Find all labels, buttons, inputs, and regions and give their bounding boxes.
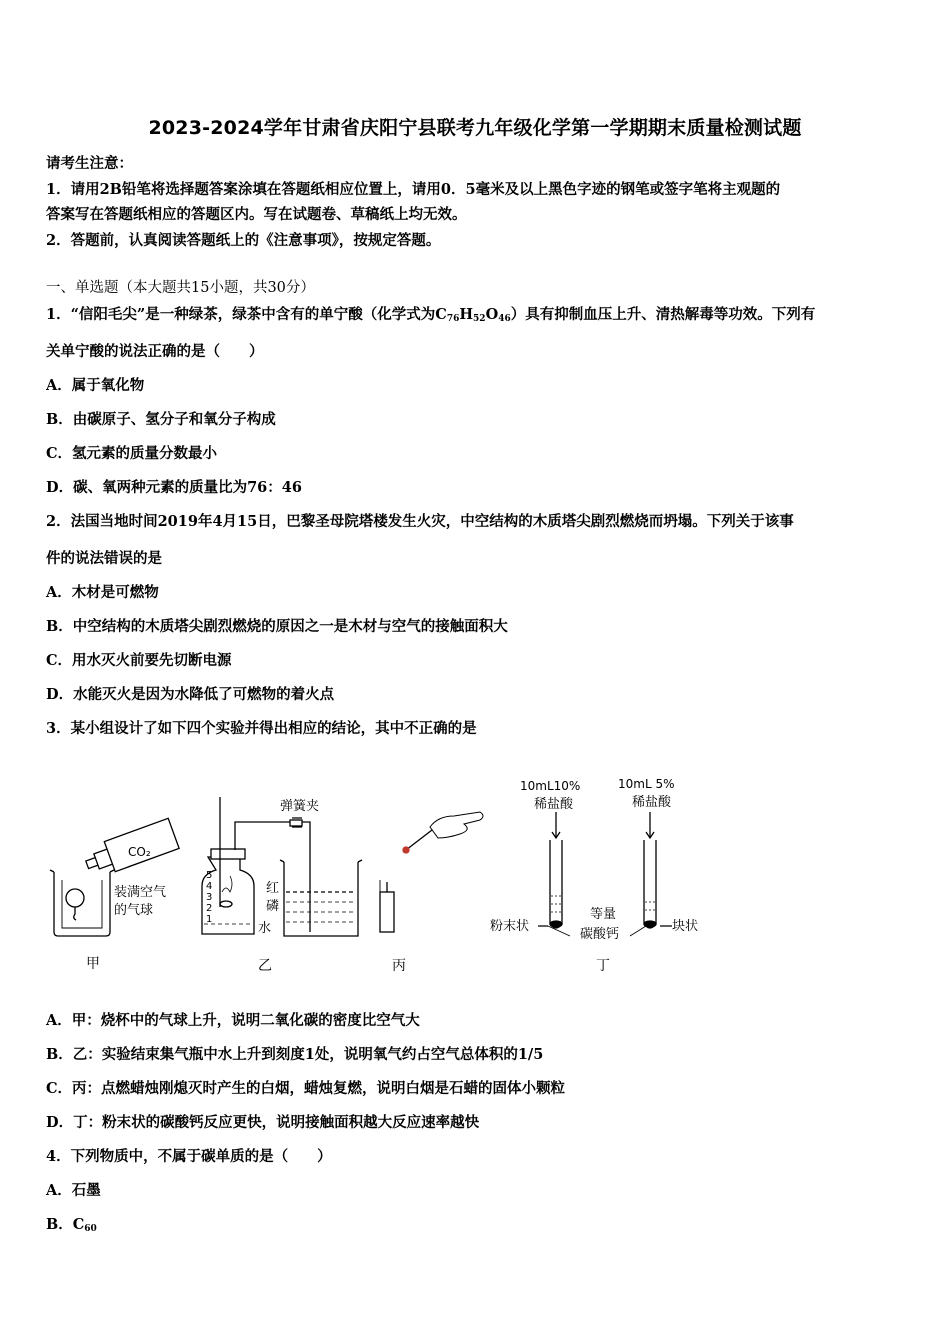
phosphorus-label-1: 红 (266, 881, 280, 896)
section-heading: 一、单选题（本大题共15小题，共30分） (46, 280, 315, 296)
block-label: 块状 (672, 919, 699, 934)
q4-stem: 4．下列物质中，不属于碳单质的是（ ） (46, 1148, 332, 1165)
label-ding: 丁 (596, 958, 610, 974)
q2-option-d: D．水能灭火是因为水降低了可燃物的着火点 (46, 686, 335, 703)
balloon (66, 889, 84, 907)
balloon-label-2: 的气球 (114, 903, 154, 918)
hand (430, 812, 483, 838)
q3-option-d: D．丁：粉末状的碳酸钙反应更快，说明接触面积越大反应速率越快 (46, 1114, 480, 1131)
test-tube-2 (644, 840, 656, 928)
q1-option-d: D．碳、氧两种元素的质量比为76：46 (46, 479, 302, 496)
q1-stem-line1: 1．“信阳毛尖”是一种绿茶，绿茶中含有的单宁酸（化学式为$C_{76}H_{52}O_{46}$）具有抑制血压上升、清热解毒等功效。下列有 (46, 306, 816, 324)
label-yi: 乙 (258, 958, 272, 974)
clamp-label: 弹簧夹 (280, 799, 320, 814)
label-jia: 甲 (86, 956, 100, 972)
co2-label: CO₂ (128, 845, 151, 859)
scale-mark-4: 4 (206, 881, 213, 892)
q4-option-a: A．石墨 (46, 1182, 101, 1199)
scale-mark-1: 1 (206, 914, 213, 925)
test-tube-1 (550, 840, 562, 928)
q1-option-c: C．氢元素的质量分数最小 (46, 445, 218, 462)
page-title: 2023-2024学年甘肃省庆阳宁县联考九年级化学第一学期期末质量检测试题 (148, 117, 802, 139)
q4-option-b: B．$C_{60}$ (46, 1216, 97, 1234)
acid2-concentration: 10mL 5% (618, 777, 675, 791)
scale-mark-5: 5 (206, 870, 213, 881)
acid2-label: 稀盐酸 (632, 795, 672, 810)
balloon-label-1: 装满空气 (114, 885, 167, 900)
q2-option-c: C．用水灭火前要先切断电源 (46, 652, 232, 669)
scale-mark-3: 3 (206, 892, 213, 903)
q1-option-b: B．由碳原子、氢分子和氧分子构成 (46, 411, 276, 428)
q2-stem-line1: 2．法国当地时间2019年4月15日，巴黎圣母院塔楼发生火灾，中空结构的木质塔尖剧烈燃烧而坍塌。下列关于该事 (46, 513, 794, 530)
q1-option-a: A．属于氧化物 (46, 377, 145, 394)
q2-option-a: A．木材是可燃物 (46, 584, 159, 601)
label-bing: 丙 (392, 958, 406, 974)
match (406, 830, 432, 850)
acid1-label: 稀盐酸 (534, 797, 574, 812)
calcium-carbonate-label: 碳酸钙 (580, 927, 620, 942)
q3-option-b: B．乙：实验结束集气瓶中水上升到刻度1处，说明氧气约占空气总体积的1/5 (46, 1046, 544, 1063)
q3-stem: 3．某小组设计了如下四个实验并得出相应的结论，其中不正确的是 (46, 720, 477, 737)
acid1-concentration: 10mL10% (520, 779, 581, 793)
notice-heading: 请考生注意： (46, 155, 133, 172)
water-label: 水 (258, 921, 272, 936)
phosphorus-label-2: 磷 (266, 899, 280, 914)
notice-item-1b: 答案写在答题纸相应的答题区内。写在试题卷、草稿纸上均无效。 (46, 206, 467, 223)
q3-option-a: A．甲：烧杯中的气球上升，说明二氧化碳的密度比空气大 (46, 1012, 420, 1029)
q1-stem-line2: 关单宁酸的说法正确的是（ ） (46, 343, 264, 360)
scale-mark-2: 2 (206, 903, 213, 914)
equal-label: 等量 (590, 907, 617, 922)
q3-option-c: C．丙：点燃蜡烛刚熄灭时产生的白烟，蜡烛复燃，说明白烟是石蜡的固体小颗粒 (46, 1080, 566, 1097)
candle (380, 892, 394, 932)
q2-stem-line2: 件的说法错误的是 (46, 550, 162, 567)
q2-option-b: B．中空结构的木质塔尖剧烈燃烧的原因之一是木材与空气的接触面积大 (46, 618, 508, 635)
notice-item-1a: 1．请用2B铅笔将选择题答案涂填在答题纸相应位置上，请用0．5毫米及以上黑色字迹的钢笔或签字笔将主观题的 (46, 181, 781, 198)
notice-item-2: 2．答题前，认真阅读答题纸上的《注意事项》，按规定答题。 (46, 232, 441, 249)
experiment-figure (40, 772, 720, 982)
powder-label: 粉末状 (490, 919, 530, 934)
